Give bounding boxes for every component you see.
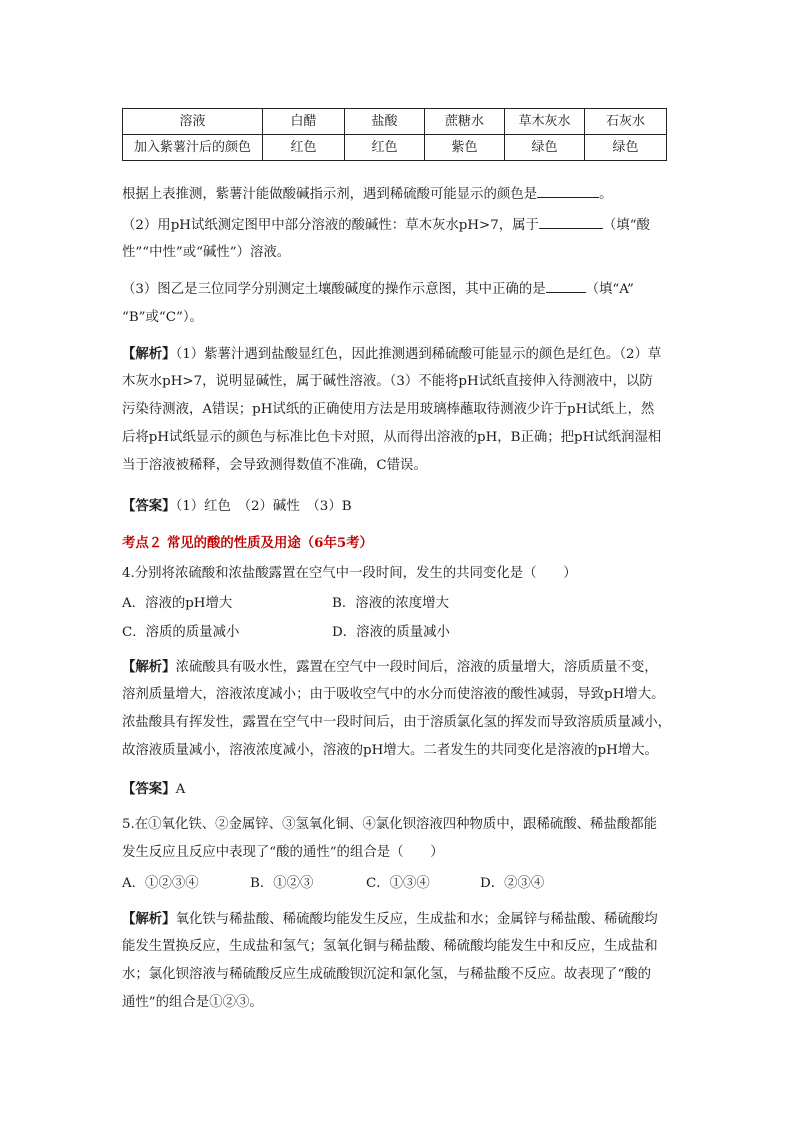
- q3-part2-line1: （2）用pH试纸测定图甲中部分溶液的酸碱性：草木灰水pH>7，属于 （填“酸: [122, 213, 674, 239]
- table-cell: 加入紫薯汁后的颜色: [123, 135, 263, 161]
- q5-options-row: [122, 871, 674, 897]
- option-a: A．溶液的pH增大: [122, 596, 233, 611]
- analysis-label: 【解析】: [122, 911, 176, 927]
- answer-blank: [539, 214, 603, 229]
- q3-analysis-line: 后将pH试纸显示的颜色与标准比色卡对照，从而得出溶液的pH，B正确；把pH试纸润湿相: [122, 430, 662, 445]
- q4-options-row2: [122, 620, 674, 646]
- table-cell: 红色: [263, 135, 345, 161]
- q5-analysis-line: 水；氯化钡溶液与稀硫酸反应生成硫酸钡沉淀和氯化氢，与稀盐酸不反应。故表现了“酸的: [122, 967, 652, 982]
- option-c: C．①③④: [366, 876, 430, 891]
- answer-label: 【答案】: [122, 781, 176, 797]
- q4-analysis-line: 故溶液质量减小，溶液浓度减小，溶液的pH增大。二者发生的共同变化是溶液的pH增大。: [122, 743, 658, 758]
- table-header-row: [123, 109, 667, 135]
- q4-stem: 4.分别将浓硫酸和浓盐酸露置在空气中一段时间，发生的共同变化是（ ）: [122, 566, 577, 581]
- q4-analysis-line: 溶剂质量增大，溶液浓度减小；由于吸收空气中的水分而使溶液的酸性减弱，导致pH增大。: [122, 687, 665, 702]
- table-cell: 白醋: [263, 109, 345, 135]
- q4-analysis-line: 浓盐酸具有挥发性，露置在空气中一段时间后，由于溶质氯化氢的挥发而导致溶质质量减小，: [122, 715, 672, 730]
- option-b: B．溶液的浓度增大: [332, 596, 449, 611]
- table-cell: 绿色: [505, 135, 585, 161]
- section-title: 考点２ 常见的酸的性质及用途（6年5考）: [122, 535, 373, 551]
- option-d: D．溶液的质量减小: [332, 625, 450, 640]
- q5-analysis-line: 【解析】氧化铁与稀盐酸、稀硫酸均能发生反应，生成盐和水；金属锌与稀盐酸、稀硫酸均: [122, 911, 658, 927]
- q5-stem-line2: 发生反应且反应中表现了“酸的通性”的组合是（ ）: [122, 845, 444, 860]
- q3-part2-line2: 性”“中性”或“碱性”）溶液。: [122, 245, 291, 260]
- q3-answer-line: 【答案】（1）红色 （2）碱性 （3）B: [122, 498, 352, 514]
- indicator-color-table: [122, 108, 667, 161]
- analysis-label: 【解析】: [122, 659, 176, 675]
- table-cell: 草木灰水: [505, 109, 585, 135]
- option-d: D．②③④: [480, 876, 545, 891]
- table-cell: 盐酸: [345, 109, 425, 135]
- q3-analysis-line: 当于溶液被稀释，会导致测得数值不准确，C错误。: [122, 458, 427, 473]
- option-c: C．溶质的质量减小: [122, 625, 240, 640]
- q5-analysis-line: 通性”的组合是①②③。: [122, 995, 263, 1010]
- q4-options-row1: [122, 591, 674, 617]
- table-cell: 石灰水: [585, 109, 667, 135]
- q5-stem-line1: 5.在①氧化铁、②金属锌、③氢氧化铜、④氯化钡溶液四种物质中，跟稀硫酸、稀盐酸都能: [122, 817, 658, 832]
- q4-answer-line: 【答案】A: [122, 781, 186, 797]
- analysis-label: 【解析】: [122, 346, 176, 362]
- option-a: A．①②③④: [122, 876, 199, 891]
- answer-blank: [546, 278, 586, 293]
- table-cell: 绿色: [585, 135, 667, 161]
- table-cell: 溶液: [123, 109, 263, 135]
- table-cell: 红色: [345, 135, 425, 161]
- table-row: [123, 135, 667, 161]
- q3-infer-line: 根据上表推测，紫薯汁能做酸碱指示剂，遇到稀硫酸可能显示的颜色是 。: [122, 182, 674, 208]
- q3-part3-line2: “B”或“C”）。: [122, 310, 203, 325]
- answer-label: 【答案】: [122, 498, 176, 514]
- q3-analysis-line: 【解析】（1）紫薯汁遇到盐酸显红色，因此推测遇到稀硫酸可能显示的颜色是红色。（2）草: [122, 346, 662, 362]
- q3-part3-line1: （3）图乙是三位同学分别测定土壤酸碱度的操作示意图，其中正确的是 （填“A”: [122, 277, 674, 303]
- q3-analysis-line: 木灰水pH>7，说明显碱性，属于碱性溶液。（3）不能将pH试纸直接伸入待测液中，以防: [122, 374, 653, 389]
- q3-analysis-line: 污染待测液，A错误；pH试纸的正确使用方法是用玻璃棒蘸取待测液少许于pH试纸上，然: [122, 402, 655, 417]
- q5-analysis-line: 能发生置换反应，生成盐和氢气；氢氧化铜与稀盐酸、稀硫酸均能发生中和反应，生成盐和: [122, 939, 658, 954]
- option-b: B．①②③: [250, 876, 314, 891]
- table-cell: 紫色: [425, 135, 505, 161]
- answer-blank: [537, 183, 599, 198]
- q4-analysis-line: 【解析】浓硫酸具有吸水性，露置在空气中一段时间后，溶液的质量增大，溶质质量不变，: [122, 659, 658, 675]
- table-cell: 蔗糖水: [425, 109, 505, 135]
